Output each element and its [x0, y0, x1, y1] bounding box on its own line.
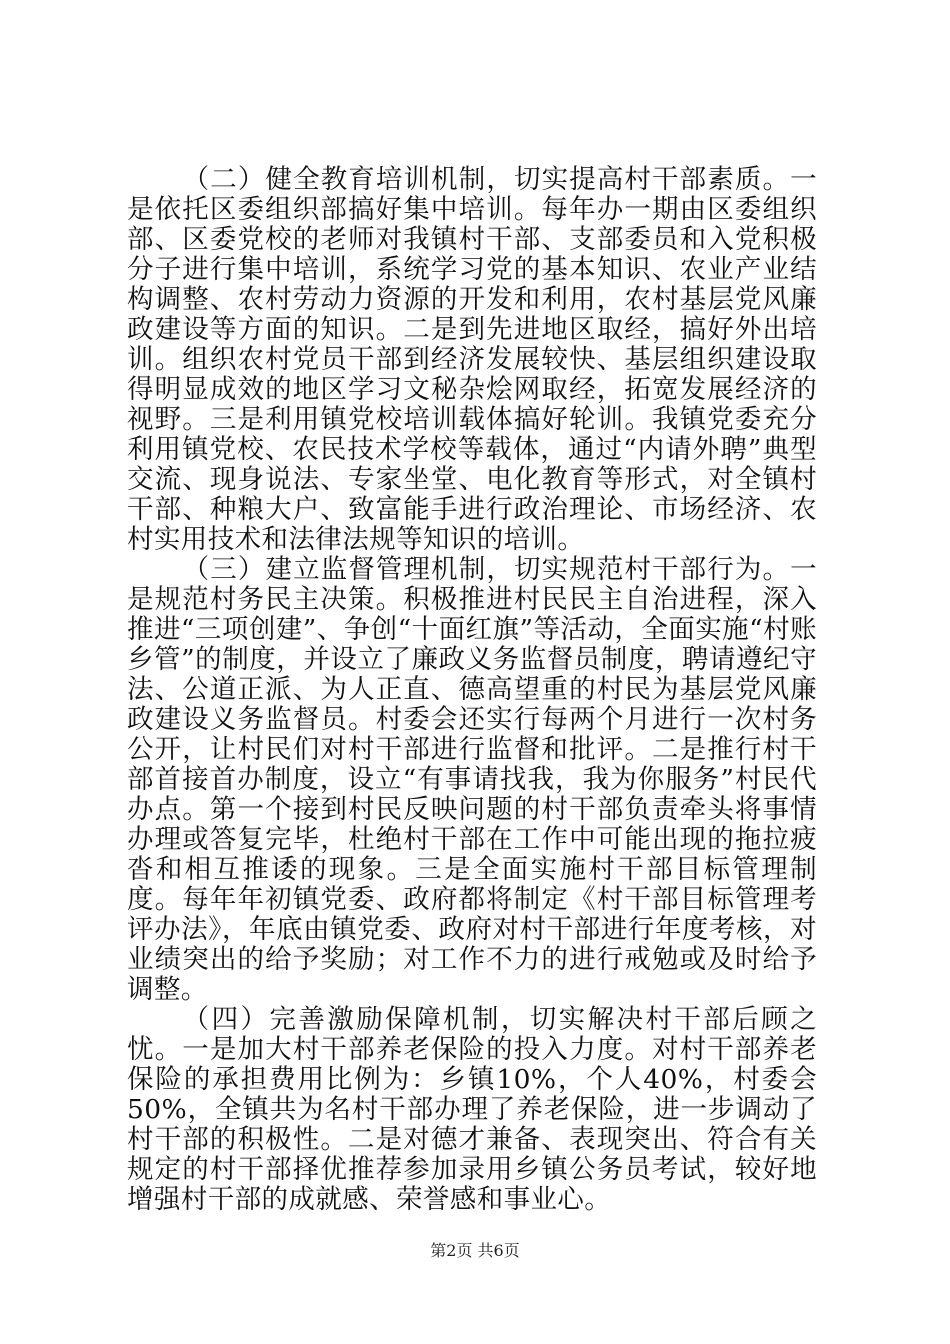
- page-number-footer: 第2页 共6页: [430, 1241, 520, 1260]
- document-body: [127, 165, 817, 1215]
- paragraph-training-mechanism: （二）健全教育培训机制，切实提高村干部素质。一是依托区委组织部搞好集中培训。每年办一期由区委组织部、区委党校的老师对我镇村干部、支部委员和入党积极分子进行集中培训，系统学习党的基本知识、农业产业结构调整、农村劳动力资源的开发和利用，农村基层党风廉政建设等方面的知识。二是到先进地区取经，搞好外出培训。组织农村党员干部到经济发展较快、基层组织建设取得明显成效的地区学习文秘杂烩网取经，拓宽发展经济的视野。三是利用镇党校培训载体搞好轮训。我镇党委充分利用镇党校、农民技术学校等载体，通过“内请外聘”典型交流、现身说法、专家坐堂、电化教育等形式，对全镇村干部、种粮大户、致富能手进行政治理论、市场经济、农村实用技术和法律法规等知识的培训。: [127, 164, 817, 555]
- paragraph-incentive-mechanism: （四）完善激励保障机制，切实解决村干部后顾之忧。一是加大村干部养老保险的投入力度。对村干部养老保险的承担费用比例为：乡镇10%，个人40%，村委会50%，全镇共为名村干部办理了养老保险，进一步调动了村干部的积极性。二是对德才兼备、表现突出、符合有关规定的村干部择优推荐参加录用乡镇公务员考试，较好地增强村干部的成就感、荣誉感和事业心。: [127, 1004, 817, 1215]
- paragraph-supervision-mechanism: （三）建立监督管理机制，切实规范村干部行为。一是规范村务民主决策。积极推进村民民主自治进程，深入推进“三项创建”、争创“十面红旗”等活动，全面实施“村账乡管”的制度，并设立了廉政义务监督员制度，聘请遵纪守法、公道正派、为人正直、德高望重的村民为基层党风廉政建设义务监督员。村委会还实行每两个月进行一次村务公开，让村民们对村干部进行监督和批评。二是推行村干部首接首办制度，设立“有事请找我，我为你服务”村民代办点。第一个接到村民反映问题的村干部负责牵头将事情办理或答复完毕，杜绝村干部在工作中可能出现的拖拉疲沓和相互推诿的现象。三是全面实施村干部目标管理制度。每年年初镇党委、政府都将制定《村干部目标管理考评办法》，年底由镇党委、政府对村干部进行年度考核，对业绩突出的给予奖励；对工作不力的进行戒勉或及时给予调整。: [127, 554, 817, 1005]
